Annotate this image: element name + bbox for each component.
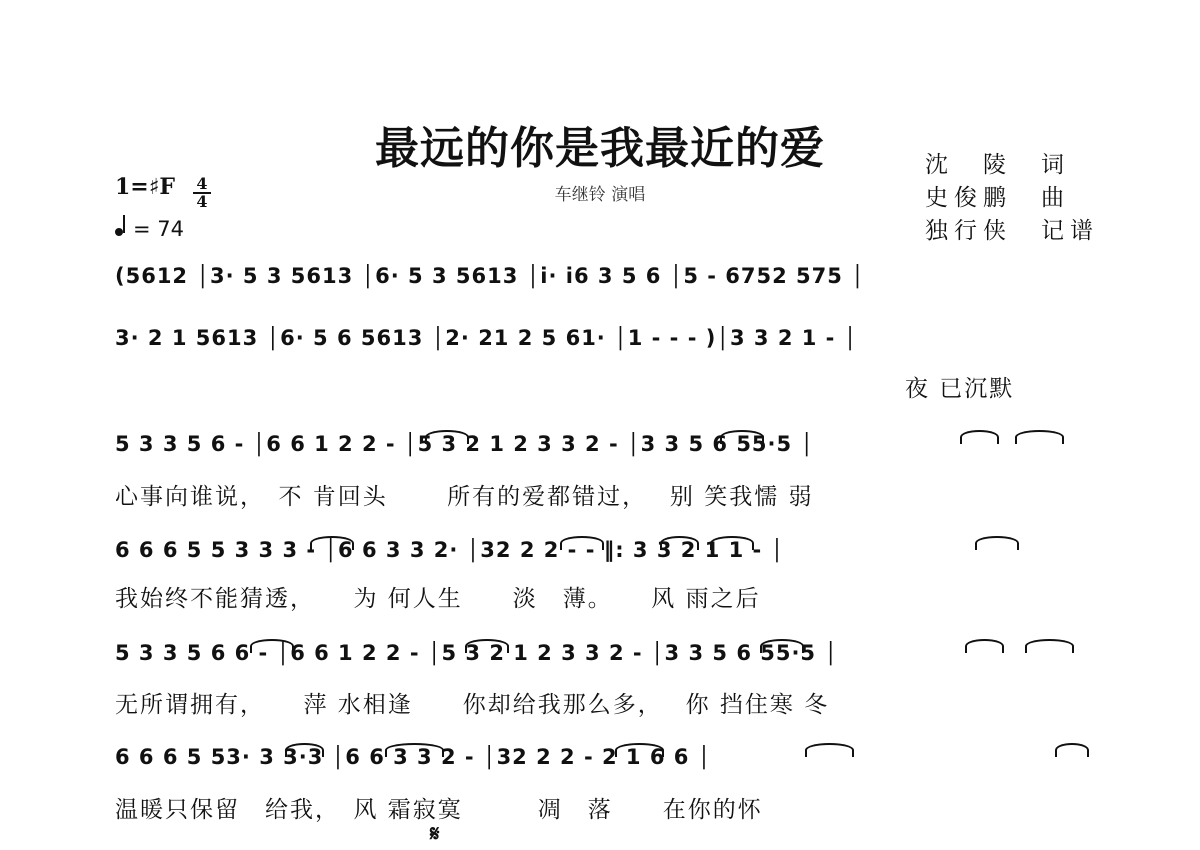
notation-line-1: (5612 │3· 5 3 5613 │6· 5 3 5613 │i· i6 3 5 6 │5 - 6752 575 │ <box>115 264 865 288</box>
tie-arc <box>425 430 469 444</box>
tie-arc <box>760 639 804 653</box>
segno-sign: 𝄋 <box>430 822 440 847</box>
notation-line-5: 5 3 3 5 6 6 - │6 6 1 2 2 - │5 3 2 1 2 3 3 2 - │3 3 5 6 55·5 │ <box>115 641 839 665</box>
notation-line-3: 5 3 3 5 6 - │6 6 1 2 2 - │5 3 2 1 2 3 3 2 - │3 3 5 6 55·5 │ <box>115 432 815 456</box>
tie-arc <box>560 536 604 550</box>
tie-arc <box>285 743 324 757</box>
tie-arc <box>385 743 444 757</box>
key-signature: 1=♯F <box>115 174 176 200</box>
tie-arc <box>250 639 294 653</box>
tie-arc <box>960 430 999 444</box>
lyrics-line-3: 心事向谁说， 不 肯回头 所有的爱都错过， 别 笑我懦 弱 <box>115 484 814 510</box>
lyrics-line-6: 温暖只保留 给我， 风 霜寂寞 凋 落 在你的怀 <box>115 797 763 823</box>
time-signature-bottom: 4 <box>193 192 211 210</box>
tie-arc <box>1015 430 1064 444</box>
transcriber-credit: 独行侠 记谱 <box>925 218 1099 244</box>
notation-line-4: 6 6 6 5 5 3 3 3 - │6 6 3 3 2· │32 2 2 - - ‖: 3 3 2 1 1 - │ <box>115 538 785 562</box>
tie-arc <box>310 536 354 550</box>
lyrics-line-5: 无所谓拥有， 萍 水相逢 你却给我那么多， 你 挡住寒 冬 <box>115 692 830 718</box>
song-title: 最远的你是我最近的爱 <box>375 123 825 174</box>
tempo-marking <box>115 217 184 241</box>
tie-arc <box>1055 743 1089 757</box>
time-signature <box>193 176 211 210</box>
tie-arc <box>660 536 699 550</box>
tie-arc <box>805 743 854 757</box>
lyrics-line-4: 我始终不能猜透， 为 何人生 淡 薄。 风 雨之后 <box>115 586 761 612</box>
notation-line-6: 6 6 6 5 53· 3 3·3 │6 6 3 3 2 - │32 2 2 - 2 1 6 6 │ <box>115 745 712 769</box>
composer-credit: 史俊鹏 曲 <box>925 185 1070 211</box>
quarter-note-icon <box>115 228 123 236</box>
tie-arc <box>975 536 1019 550</box>
lyricist-credit: 沈 陵 词 <box>925 152 1070 178</box>
tie-arc <box>710 536 754 550</box>
tie-arc <box>720 430 764 444</box>
tie-arc <box>615 743 664 757</box>
singer-credit: 车继铃 演唱 <box>554 185 646 205</box>
notation-line-2: 3· 2 1 5613 │6· 5 6 5613 │2· 21 2 5 61· │1 - - - )│3 3 2 1 - │ <box>115 326 858 350</box>
time-signature-top: 4 <box>196 174 208 193</box>
tie-arc <box>465 639 509 653</box>
tie-arc <box>965 639 1004 653</box>
tie-arc <box>1025 639 1074 653</box>
tempo-value: = 74 <box>133 217 184 241</box>
lyrics-line-2: 夜 已沉默 <box>905 376 1015 402</box>
